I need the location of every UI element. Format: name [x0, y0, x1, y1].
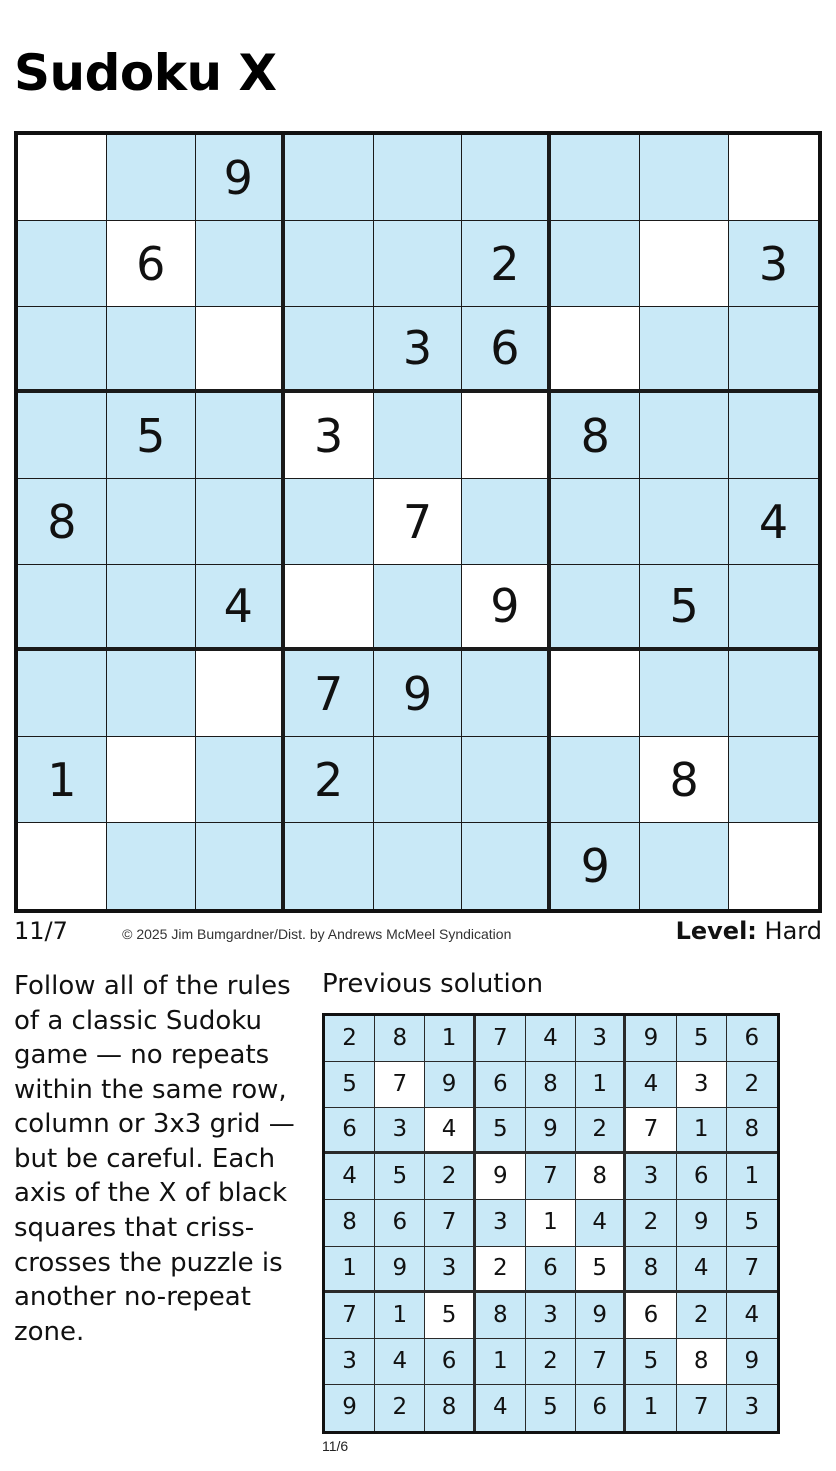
sudoku-cell-r2c1[interactable]	[18, 221, 107, 307]
solution-cell-r1c8: 5	[677, 1016, 727, 1062]
sudoku-cell-r3c6[interactable]: 6	[462, 307, 551, 393]
sudoku-cell-r4c9[interactable]	[729, 393, 818, 479]
solution-cell-r9c5: 5	[526, 1385, 576, 1431]
solution-cell-r4c6: 8	[576, 1154, 626, 1200]
sudoku-cell-r1c9[interactable]	[729, 135, 818, 221]
solution-cell-r2c4: 6	[476, 1062, 526, 1108]
copyright-notice: © 2025 Jim Bumgardner/Dist. by Andrews McMeel Syndication	[122, 926, 512, 942]
solution-cell-r7c2: 1	[375, 1293, 425, 1339]
solution-cell-r6c6: 5	[576, 1247, 626, 1293]
sudoku-cell-r4c4[interactable]: 3	[285, 393, 374, 479]
sudoku-cell-r8c7[interactable]	[551, 737, 640, 823]
sudoku-cell-r5c2[interactable]	[107, 479, 196, 565]
solution-cell-r4c2: 5	[375, 1154, 425, 1200]
solution-cell-r2c9: 2	[727, 1062, 777, 1108]
sudoku-cell-r6c7[interactable]	[551, 565, 640, 651]
sudoku-cell-r8c6[interactable]	[462, 737, 551, 823]
sudoku-cell-r8c9[interactable]	[729, 737, 818, 823]
sudoku-cell-r1c7[interactable]	[551, 135, 640, 221]
solution-cell-r1c7: 9	[626, 1016, 676, 1062]
solution-cell-r6c2: 9	[375, 1247, 425, 1293]
solution-cell-r1c3: 1	[425, 1016, 475, 1062]
solution-cell-r8c2: 4	[375, 1339, 425, 1385]
solution-cell-r6c7: 8	[626, 1247, 676, 1293]
sudoku-cell-r3c3[interactable]	[196, 307, 285, 393]
sudoku-cell-r4c8[interactable]	[640, 393, 729, 479]
solution-cell-r2c1: 5	[325, 1062, 375, 1108]
solution-cell-r4c7: 3	[626, 1154, 676, 1200]
sudoku-cell-r2c4[interactable]	[285, 221, 374, 307]
sudoku-cell-r7c4[interactable]: 7	[285, 651, 374, 737]
sudoku-cell-r4c3[interactable]	[196, 393, 285, 479]
sudoku-cell-r7c1[interactable]	[18, 651, 107, 737]
sudoku-cell-r8c8[interactable]: 8	[640, 737, 729, 823]
sudoku-grid[interactable]	[14, 131, 822, 913]
sudoku-cell-r6c4[interactable]	[285, 565, 374, 651]
solution-cell-r1c9: 6	[727, 1016, 777, 1062]
sudoku-cell-r1c3[interactable]: 9	[196, 135, 285, 221]
solution-cell-r7c5: 3	[526, 1293, 576, 1339]
solution-cell-r5c8: 9	[677, 1200, 727, 1246]
sudoku-cell-r6c6[interactable]: 9	[462, 565, 551, 651]
sudoku-cell-r7c8[interactable]	[640, 651, 729, 737]
sudoku-cell-r4c1[interactable]	[18, 393, 107, 479]
difficulty-label: Level:	[675, 917, 757, 945]
sudoku-cell-r6c8[interactable]: 5	[640, 565, 729, 651]
sudoku-cell-r7c6[interactable]	[462, 651, 551, 737]
sudoku-cell-r9c8[interactable]	[640, 823, 729, 909]
solution-cell-r6c3: 3	[425, 1247, 475, 1293]
solution-cell-r5c1: 8	[325, 1200, 375, 1246]
sudoku-cell-r3c7[interactable]	[551, 307, 640, 393]
solution-cell-r8c8: 8	[677, 1339, 727, 1385]
solution-cell-r2c2: 7	[375, 1062, 425, 1108]
sudoku-cell-r5c1[interactable]: 8	[18, 479, 107, 565]
solution-cell-r7c4: 8	[476, 1293, 526, 1339]
solution-cell-r4c8: 6	[677, 1154, 727, 1200]
sudoku-cell-r4c2[interactable]: 5	[107, 393, 196, 479]
solution-cell-r5c5: 1	[526, 1200, 576, 1246]
previous-solution-title: Previous solution	[322, 969, 544, 999]
solution-cell-r3c2: 3	[375, 1108, 425, 1154]
solution-cell-r8c3: 6	[425, 1339, 475, 1385]
puzzle-date: 11/7	[14, 917, 68, 945]
solution-cell-r5c9: 5	[727, 1200, 777, 1246]
solution-cell-r2c8: 3	[677, 1062, 727, 1108]
solution-cell-r9c1: 9	[325, 1385, 375, 1431]
solution-cell-r9c7: 1	[626, 1385, 676, 1431]
previous-solution-block	[322, 969, 822, 1454]
sudoku-cell-r3c9[interactable]	[729, 307, 818, 393]
solution-cell-r3c7: 7	[626, 1108, 676, 1154]
sudoku-cell-r4c6[interactable]	[462, 393, 551, 479]
solution-cell-r1c2: 8	[375, 1016, 425, 1062]
solution-cell-r7c9: 4	[727, 1293, 777, 1339]
solution-cell-r3c8: 1	[677, 1108, 727, 1154]
solution-cell-r2c5: 8	[526, 1062, 576, 1108]
sudoku-cell-r9c3[interactable]	[196, 823, 285, 909]
solution-cell-r8c7: 5	[626, 1339, 676, 1385]
solution-cell-r9c8: 7	[677, 1385, 727, 1431]
solution-cell-r2c3: 9	[425, 1062, 475, 1108]
puzzle-meta	[14, 917, 822, 945]
sudoku-cell-r2c8[interactable]	[640, 221, 729, 307]
solution-cell-r7c3: 5	[425, 1293, 475, 1339]
solution-cell-r5c4: 3	[476, 1200, 526, 1246]
solution-cell-r3c1: 6	[325, 1108, 375, 1154]
sudoku-cell-r5c6[interactable]	[462, 479, 551, 565]
sudoku-cell-r4c5[interactable]	[374, 393, 463, 479]
sudoku-cell-r1c2[interactable]	[107, 135, 196, 221]
page-title: Sudoku X	[14, 43, 277, 102]
lower-section	[14, 969, 822, 1454]
sudoku-cell-r5c9[interactable]: 4	[729, 479, 818, 565]
sudoku-cell-r5c5[interactable]: 7	[374, 479, 463, 565]
sudoku-cell-r4c7[interactable]: 8	[551, 393, 640, 479]
sudoku-cell-r2c7[interactable]	[551, 221, 640, 307]
solution-cell-r4c4: 9	[476, 1154, 526, 1200]
sudoku-cell-r9c9[interactable]	[729, 823, 818, 909]
sudoku-cell-r2c5[interactable]	[374, 221, 463, 307]
solution-cell-r3c9: 8	[727, 1108, 777, 1154]
solution-cell-r7c8: 2	[677, 1293, 727, 1339]
sudoku-cell-r6c3[interactable]: 4	[196, 565, 285, 651]
sudoku-cell-r8c1[interactable]: 1	[18, 737, 107, 823]
sudoku-cell-r3c8[interactable]	[640, 307, 729, 393]
solution-cell-r8c4: 1	[476, 1339, 526, 1385]
sudoku-cell-r5c8[interactable]	[640, 479, 729, 565]
solution-cell-r9c3: 8	[425, 1385, 475, 1431]
solution-cell-r8c9: 9	[727, 1339, 777, 1385]
sudoku-cell-r3c4[interactable]	[285, 307, 374, 393]
sudoku-cell-r7c7[interactable]	[551, 651, 640, 737]
sudoku-cell-r6c5[interactable]	[374, 565, 463, 651]
solution-cell-r1c6: 3	[576, 1016, 626, 1062]
solution-cell-r8c5: 2	[526, 1339, 576, 1385]
sudoku-cell-r8c3[interactable]	[196, 737, 285, 823]
solution-cell-r6c9: 7	[727, 1247, 777, 1293]
solution-cell-r9c2: 2	[375, 1385, 425, 1431]
solution-cell-r1c4: 7	[476, 1016, 526, 1062]
sudoku-cell-r3c5[interactable]: 3	[374, 307, 463, 393]
previous-solution-grid	[322, 1013, 780, 1434]
sudoku-cell-r1c8[interactable]	[640, 135, 729, 221]
solution-cell-r9c9: 3	[727, 1385, 777, 1431]
rules-text: Follow all of the rules of a classic Sudoku game — no repeats within the same row, column or 3x3 grid — but be careful. Each axis of the X of black squares that criss-crosses the puzzle is another no-repeat zone.	[14, 971, 295, 1347]
previous-solution-date: 11/6	[322, 1438, 349, 1454]
solution-cell-r5c7: 2	[626, 1200, 676, 1246]
sudoku-cell-r9c7[interactable]: 9	[551, 823, 640, 909]
solution-cell-r8c1: 3	[325, 1339, 375, 1385]
solution-cell-r3c3: 4	[425, 1108, 475, 1154]
sudoku-cell-r3c2[interactable]	[107, 307, 196, 393]
sudoku-cell-r9c2[interactable]	[107, 823, 196, 909]
sudoku-cell-r7c3[interactable]	[196, 651, 285, 737]
solution-cell-r4c5: 7	[526, 1154, 576, 1200]
solution-cell-r5c3: 7	[425, 1200, 475, 1246]
solution-cell-r4c9: 1	[727, 1154, 777, 1200]
sudoku-cell-r7c9[interactable]	[729, 651, 818, 737]
sudoku-cell-r2c3[interactable]	[196, 221, 285, 307]
sudoku-cell-r6c9[interactable]	[729, 565, 818, 651]
sudoku-cell-r1c6[interactable]	[462, 135, 551, 221]
solution-cell-r4c3: 2	[425, 1154, 475, 1200]
solution-cell-r3c5: 9	[526, 1108, 576, 1154]
solution-cell-r9c6: 6	[576, 1385, 626, 1431]
sudoku-cell-r8c4[interactable]: 2	[285, 737, 374, 823]
sudoku-cell-r9c4[interactable]	[285, 823, 374, 909]
solution-cell-r7c6: 9	[576, 1293, 626, 1339]
sudoku-cell-r9c1[interactable]	[18, 823, 107, 909]
sudoku-cell-r5c4[interactable]	[285, 479, 374, 565]
solution-cell-r4c1: 4	[325, 1154, 375, 1200]
difficulty-value: Hard	[764, 917, 822, 945]
solution-cell-r6c5: 6	[526, 1247, 576, 1293]
sudoku-cell-r1c1[interactable]	[18, 135, 107, 221]
sudoku-cell-r5c3[interactable]	[196, 479, 285, 565]
sudoku-cell-r7c5[interactable]: 9	[374, 651, 463, 737]
solution-cell-r2c6: 1	[576, 1062, 626, 1108]
solution-cell-r6c1: 1	[325, 1247, 375, 1293]
sudoku-cell-r9c6[interactable]	[462, 823, 551, 909]
sudoku-cell-r6c1[interactable]	[18, 565, 107, 651]
sudoku-cell-r2c6[interactable]: 2	[462, 221, 551, 307]
sudoku-cell-r1c5[interactable]	[374, 135, 463, 221]
sudoku-cell-r5c7[interactable]	[551, 479, 640, 565]
solution-cell-r9c4: 4	[476, 1385, 526, 1431]
solution-cell-r2c7: 4	[626, 1062, 676, 1108]
sudoku-cell-r8c5[interactable]	[374, 737, 463, 823]
solution-cell-r8c6: 7	[576, 1339, 626, 1385]
sudoku-cell-r1c4[interactable]	[285, 135, 374, 221]
sudoku-cell-r8c2[interactable]	[107, 737, 196, 823]
solution-cell-r5c6: 4	[576, 1200, 626, 1246]
solution-cell-r5c2: 6	[375, 1200, 425, 1246]
solution-cell-r3c4: 5	[476, 1108, 526, 1154]
sudoku-cell-r7c2[interactable]	[107, 651, 196, 737]
difficulty-level	[676, 917, 822, 945]
solution-cell-r6c4: 2	[476, 1247, 526, 1293]
sudoku-cell-r9c5[interactable]	[374, 823, 463, 909]
solution-cell-r7c7: 6	[626, 1293, 676, 1339]
solution-cell-r7c1: 7	[325, 1293, 375, 1339]
sudoku-cell-r2c9[interactable]: 3	[729, 221, 818, 307]
solution-cell-r1c5: 4	[526, 1016, 576, 1062]
solution-cell-r1c1: 2	[325, 1016, 375, 1062]
sudoku-cell-r6c2[interactable]	[107, 565, 196, 651]
solution-cell-r3c6: 2	[576, 1108, 626, 1154]
sudoku-cell-r3c1[interactable]	[18, 307, 107, 393]
sudoku-cell-r2c2[interactable]: 6	[107, 221, 196, 307]
solution-cell-r6c8: 4	[677, 1247, 727, 1293]
